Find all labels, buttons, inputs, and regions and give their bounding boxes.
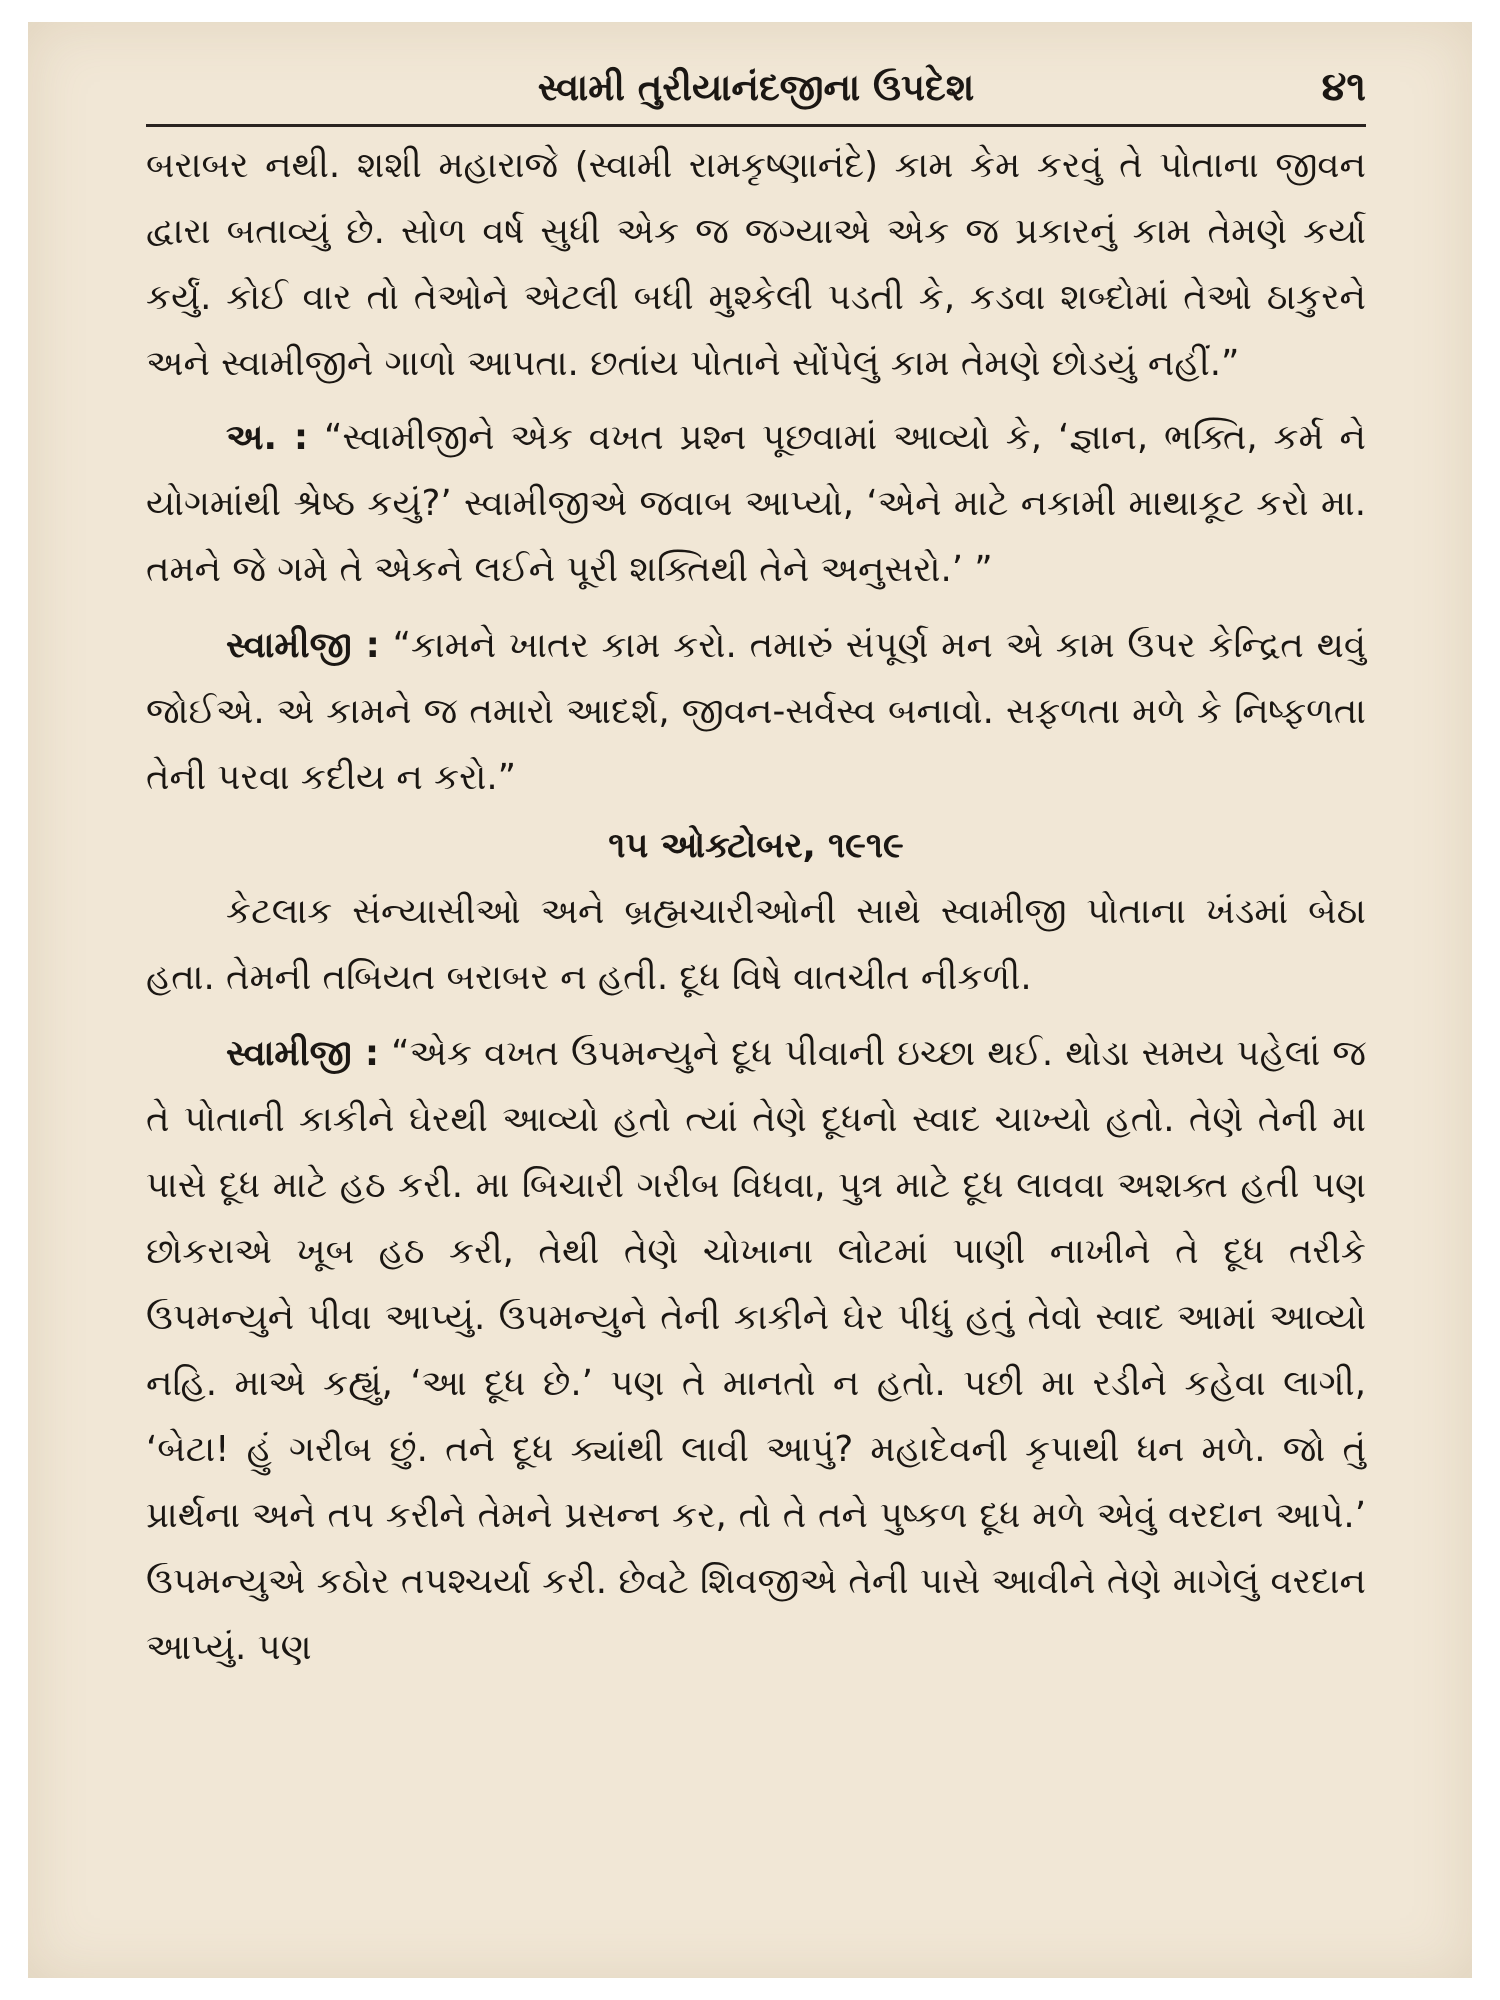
speaker-label: સ્વામીજી : bbox=[226, 1033, 380, 1074]
page-content bbox=[146, 52, 1366, 1681]
paragraph-text: “એક વખત ઉપમન્યુને દૂધ પીવાની ઇચ્છા થઈ. થોડા સમય પહેલાં જ તે પોતાની કાકીને ઘેરથી આવ્યો હતો ત્યાં તેણે દૂધનો સ્વાદ ચાખ્યો હતો. તેણે તેની મા પાસે દૂધ માટે હઠ કરી. મા બિચારી ગરીબ વિધવા, પુત્ર માટે દૂધ લાવવા અશક્ત હતી પણ છોકરાએ ખૂબ હઠ કરી, તેથી તેણે ચોખાના લોટમાં પાણી નાખીને તે દૂધ તરીકે ઉપમન્યુને પીવા આપ્યું. ઉપમન્યુને તેની કાકીને ઘેર પીધું હતું તેવો સ્વાદ આમાં આવ્યો નહિ. માએ કહ્યું, ‘આ દૂધ છે.’ પણ તે માનતો ન હતો. પછી મા રડીને કહેવા લાગી, ‘બેટા! હું ગરીબ છું. તને દૂધ ક્યાંથી લાવી આપું? મહાદેવની કૃપાથી ધન મળે. જો તું પ્રાર્થના અને તપ કરીને તેમને પ્રસન્ન કર, તો તે તને પુષ્કળ દૂધ મળે એવું વરદાન આપે.’ ઉપમન્યુએ કઠોર તપશ્ચર્યા કરી. છેવટે શિવજીએ તેની પાસે આવીને તેણે માગેલું વરદાન આપ્યું. પણ bbox=[146, 1033, 1366, 1668]
speaker-label: સ્વામીજી : bbox=[226, 625, 380, 666]
paragraph-question bbox=[146, 405, 1366, 603]
paragraph-text: “સ્વામીજીને એક વખત પ્રશ્ન પૂછવામાં આવ્યો કે, ‘જ્ઞાન, ભક્તિ, કર્મ ને યોગમાંથી શ્રેષ્ઠ કયું?’ સ્વામીજીએ જવાબ આપ્યો, ‘એને માટે નકામી માથાકૂટ કરો મા. તમને જે ગમે તે એકને લઈને પૂરી શક્તિથી તેને અનુસરો.’ ” bbox=[146, 417, 1366, 590]
speaker-label: અ. : bbox=[226, 417, 309, 458]
date-heading: ૧૫ ઓક્ટોબર, ૧૯૧૯ bbox=[608, 826, 904, 866]
paragraph-continuation: બરાબર નથી. શશી મહારાજે (સ્વામી રામકૃષ્ણાનંદે) કામ કેમ કરવું તે પોતાના જીવન દ્વારા બતાવ્યું છે. સોળ વર્ષ સુધી એક જ જગ્યાએ એક જ પ્રકારનું કામ તેમણે કર્યા કર્યું. કોઈ વાર તો તેઓને એટલી બધી મુશ્કેલી પડતી કે, કડવા શબ્દોમાં તેઓ ઠાકુરને અને સ્વામીજીને ગાળો આપતા. છતાંય પોતાને સોંપેલું કામ તેમણે છોડયું નહીં.” bbox=[146, 145, 1366, 384]
running-title: સ્વામી તુરીયાનંદજીના ઉપદેશ bbox=[537, 66, 975, 109]
running-header bbox=[146, 52, 1366, 127]
book-page bbox=[28, 22, 1472, 1978]
paragraph-text: “કામને ખાતર કામ કરો. તમારું સંપૂર્ણ મન એ કામ ઉપર કેન્દ્રિત થવું જોઈએ. એ કામને જ તમારો આદર્શ, જીવન-સર્વસ્વ બનાવો. સફળતા મળે કે નિષ્ફળતા તેની પરવા કદીય ન કરો.” bbox=[146, 625, 1366, 798]
page-number: ૪૧ bbox=[1321, 64, 1366, 110]
paragraph-setting: કેટલાક સંન્યાસીઓ અને બ્રહ્મચારીઓની સાથે સ્વામીજી પોતાના ખંડમાં બેઠા હતા. તેમની તબિયત બરાબર ન હતી. દૂધ વિષે વાતચીત નીકળી. bbox=[146, 891, 1366, 998]
paragraph-upamanyu-story bbox=[146, 1021, 1366, 1681]
paragraph-swamiji-work bbox=[146, 613, 1366, 811]
